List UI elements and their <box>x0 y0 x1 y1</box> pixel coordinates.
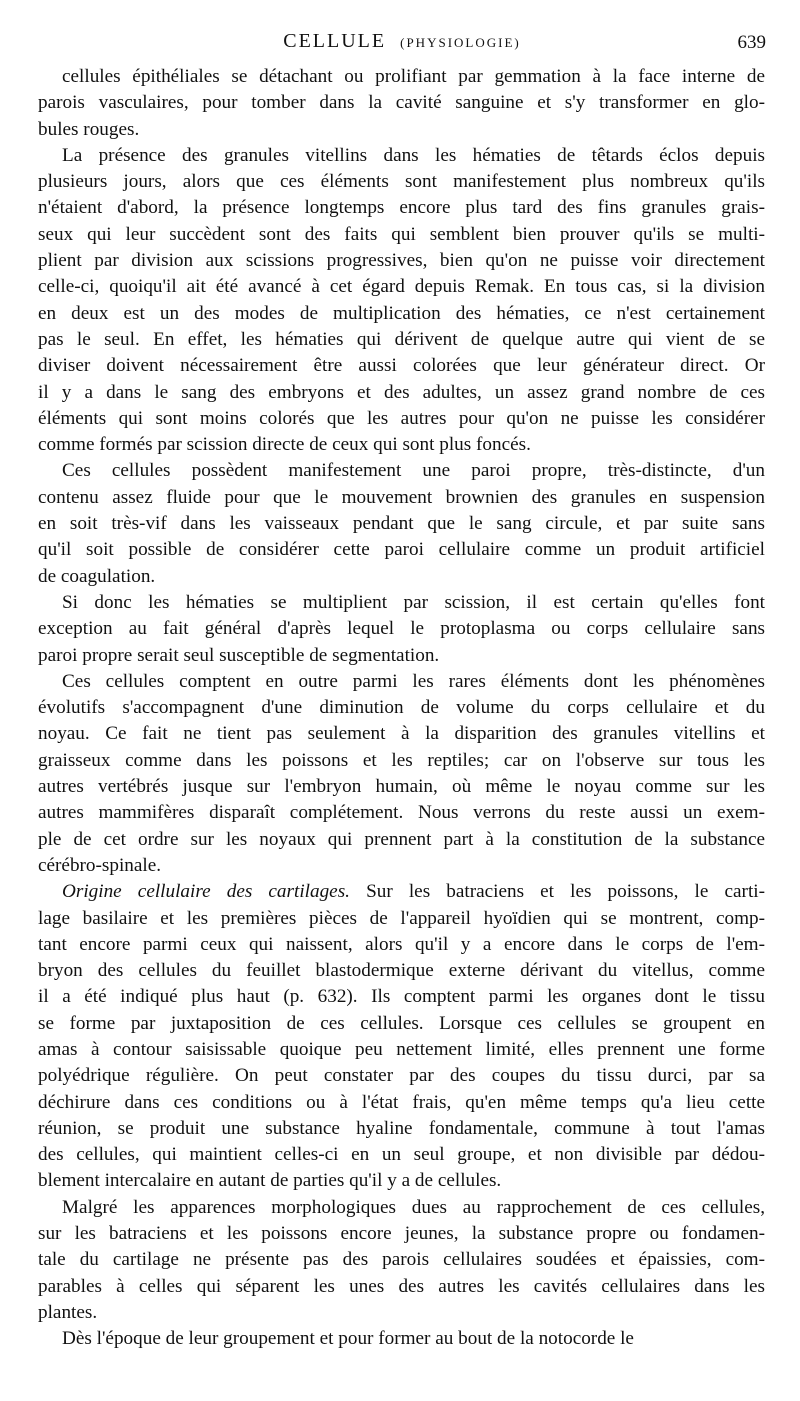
text-line: autres mammifères disparaît complétement. Nous verrons du reste aussi un exem- <box>38 802 765 824</box>
page-number: 639 <box>737 32 766 53</box>
text-line: bules rouges. <box>38 118 140 140</box>
paragraph <box>38 458 765 589</box>
text-line: exception au fait général d'après lequel le protoplasma ou corps cellulaire sans <box>38 618 765 640</box>
text-line: de coagulation. <box>38 565 156 587</box>
text-line: en deux est un des modes de multiplication des hématies, ce n'est certainement <box>38 302 765 324</box>
text-line: parables à celles qui séparent les unes des autres les cavités cellulaires dans les <box>38 1275 765 1297</box>
text-line: blement intercalaire en autant de parties qu'il y a de cellules. <box>38 1170 502 1192</box>
section-heading: Origine cellulaire des cartilages. <box>62 881 350 903</box>
document-body <box>38 64 765 1353</box>
text-line: Malgré les apparences morphologiques dues au rapprochement de ces cellules, <box>62 1196 765 1218</box>
text-line: en soit très-vif dans les vaisseaux pendant que le sang circule, et par suite sans <box>38 513 765 535</box>
text-line: il a été indiqué plus haut (p. 632). Ils comptent parmi les organes dont le tissu <box>38 986 765 1008</box>
text-line: ple de cet ordre sur les noyaux qui prennent part à la constitution de la substance <box>38 828 765 850</box>
text-line: Ces cellules comptent en outre parmi les rares éléments dont les phénomènes <box>62 670 765 692</box>
header-title <box>38 30 766 53</box>
text-line: parois vasculaires, pour tomber dans la cavité sanguine et s'y transformer en glo- <box>38 92 765 114</box>
text-line: cellules épithéliales se détachant ou prolifiant par gemmation à la face interne de <box>62 66 765 87</box>
paragraph <box>38 64 765 143</box>
text-line: qu'il soit possible de considérer cette paroi cellulaire comme un produit artificiel <box>38 539 765 561</box>
text-line: plient par division aux scissions progressives, bien qu'on ne puisse voir directement <box>38 250 765 272</box>
text-line: sur les batraciens et les poissons encore jeunes, la substance propre ou fondamen- <box>38 1223 765 1245</box>
paragraph <box>38 1195 765 1326</box>
text-line: contenu assez fluide pour que le mouvement brownien des granules en suspension <box>38 486 765 508</box>
text-line: Si donc les hématies se multiplient par scission, il est certain qu'elles font <box>62 591 765 613</box>
text-line: diviser doivent nécessairement être aussi colorées que leur générateur direct. Or <box>38 355 765 377</box>
text-line: tant encore parmi ceux qui naissent, alors qu'il y a encore dans le corps de l'em- <box>38 933 765 955</box>
text-line: Ces cellules possèdent manifestement une paroi propre, très-distincte, d'un <box>62 460 765 482</box>
header-title-text: CELLULE <box>283 30 387 52</box>
paragraph <box>38 669 765 879</box>
text-line: il y a dans le sang des embryons et des adultes, un assez grand nombre de ces <box>38 381 765 403</box>
text-line <box>38 879 765 905</box>
header-subtitle: (PHYSIOLOGIE) <box>400 35 521 50</box>
paragraph <box>38 143 765 459</box>
text-line: autres vertébrés jusque sur l'embryon humain, où même le noyau comme sur les <box>38 776 765 798</box>
paragraph <box>38 879 765 1195</box>
text-line: bryon des cellules du feuillet blastodermique externe dérivant du vitellus, comme <box>38 960 765 982</box>
text-line: déchirure dans ces conditions ou à l'état frais, qu'en même temps qu'a lieu cette <box>38 1091 765 1113</box>
text-line: n'étaient d'abord, la présence longtemps encore plus tard des fins granules grais- <box>38 197 765 219</box>
text-line: plantes. <box>38 1301 98 1323</box>
lead-text: Sur les batraciens et les poissons, le carti- <box>349 881 765 903</box>
text-line: évolutifs s'accompagnent d'une diminution de volume du corps cellulaire et du <box>38 697 765 719</box>
paragraph <box>38 1326 765 1352</box>
text-line: noyau. Ce fait ne tient pas seulement à la disparition des granules vitellins et <box>38 723 765 745</box>
text-line: plusieurs jours, alors que ces éléments sont manifestement plus nombreux qu'ils <box>38 171 765 193</box>
running-header <box>38 30 766 56</box>
text-line: des cellules, qui maintient celles-ci en un seul groupe, et non divisible par dédou- <box>38 1144 765 1166</box>
text-line: Dès l'époque de leur groupement et pour former au bout de la notocorde le <box>62 1328 634 1350</box>
text-line: réunion, se produit une substance hyaline fondamentale, commune à tout l'amas <box>38 1117 765 1139</box>
text-line: éléments qui sont moins colorés que les autres pour qu'on ne puisse les considérer <box>38 407 765 429</box>
text-line: comme formés par scission directe de ceux qui sont plus foncés. <box>38 434 531 456</box>
text-line: lage basilaire et les premières pièces de l'appareil hyoïdien qui se montrent, comp- <box>38 907 765 929</box>
text-line: La présence des granules vitellins dans les hématies de têtards éclos depuis <box>62 144 765 166</box>
text-line: seux qui leur succèdent sont des faits qui semblent bien prouver qu'ils se multi- <box>38 223 765 245</box>
text-line: se forme par juxtaposition de ces cellules. Lorsque ces cellules se groupent en <box>38 1012 765 1034</box>
text-line: pas le seul. En effet, les hématies qui dérivent de quelque autre qui vient de se <box>38 328 765 350</box>
text-line: paroi propre serait seul susceptible de segmentation. <box>38 644 440 666</box>
text-line: tale du cartilage ne présente pas des parois cellulaires soudées et épaissies, com- <box>38 1249 765 1271</box>
text-line: polyédrique régulière. On peut constater par des coupes du tissu durci, par sa <box>38 1065 765 1087</box>
text-line: graisseux comme dans les poissons et les reptiles; car on l'observe sur tous les <box>38 749 765 771</box>
paragraph <box>38 590 765 669</box>
text-line: amas à contour saisissable quoique peu nettement limité, elles prennent une forme <box>38 1038 765 1060</box>
text-line: celle-ci, quoiqu'il ait été avancé à cet égard depuis Remak. En tous cas, si la division <box>38 276 765 298</box>
text-line: cérébro-spinale. <box>38 854 162 876</box>
